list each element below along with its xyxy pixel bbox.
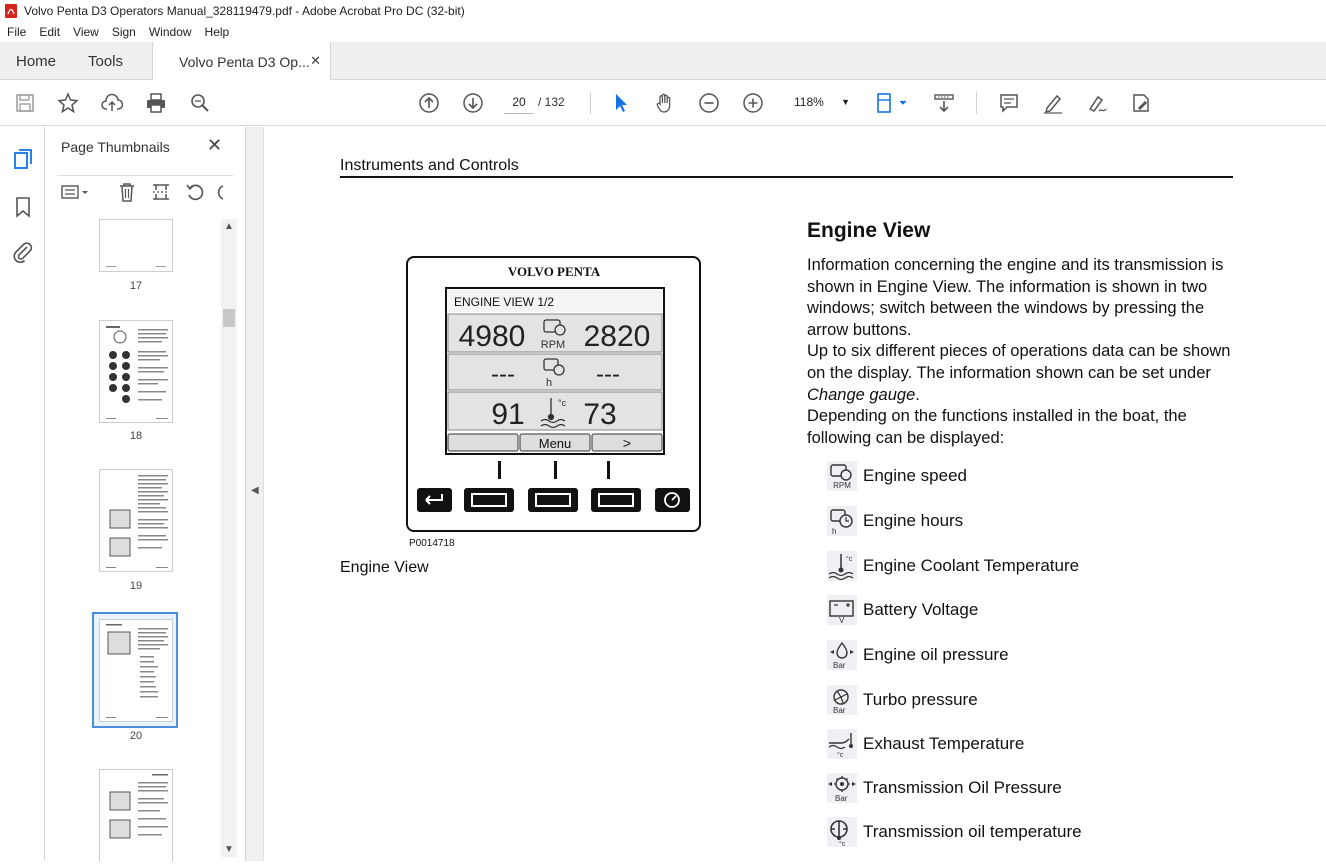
fill-sign-icon[interactable] [1129,91,1153,115]
list-item [827,727,1024,761]
page-header: Instruments and Controls [340,157,519,174]
rpm-unit: RPM [540,339,566,351]
close-panel-icon[interactable]: ✕ [207,135,223,155]
list-item [827,504,963,538]
paragraph-suffix: . [915,385,920,404]
coolant-temperature-icon [827,551,857,581]
svg-text:Bar: Bar [833,706,846,715]
menu-view[interactable]: View [73,25,99,39]
title-bar [0,0,1326,22]
tab-home[interactable]: Home [16,52,57,70]
display-unit-drawing [408,258,699,530]
page-thumbnail[interactable] [99,469,173,572]
svg-text:Bar: Bar [833,661,846,670]
feature-label: Transmission oil temperature [863,822,1082,841]
document-view [264,127,1326,861]
find-zoom-icon[interactable] [188,91,212,115]
scroll-mode-icon[interactable] [932,91,956,115]
chevron-left-icon: ◀ [251,485,259,496]
list-item [827,771,1062,805]
svg-text:RPM: RPM [833,481,851,490]
scroll-down-icon[interactable]: ▼ [224,844,234,855]
page-thumbnails-panel [45,127,246,861]
feature-label: Engine speed [863,466,967,485]
highlight-pen-icon[interactable] [1041,91,1065,115]
delete-page-icon[interactable] [117,182,137,202]
feature-label: Engine oil pressure [863,645,1009,664]
battery-voltage-icon [827,595,857,625]
feature-label: Exhaust Temperature [863,734,1025,753]
svg-text:°c: °c [839,841,846,847]
hours-left-value: --- [491,361,515,388]
softkey-menu-label: Menu [538,436,572,451]
chevron-down-icon: ▼ [841,97,850,107]
list-item [827,815,1082,849]
transmission-oil-pressure-icon [827,773,857,803]
thumbnail-preview [100,770,174,862]
menu-sign[interactable]: Sign [111,25,136,39]
page-thumbnail[interactable] [99,769,173,861]
feature-label: Battery Voltage [863,600,979,619]
list-item [827,459,967,493]
tab-document-label: Volvo Penta D3 Op... [179,53,310,70]
rpm-right-value: 2820 [583,320,651,353]
exhaust-temperature-icon [827,729,857,759]
temp-right-value: 73 [583,398,617,431]
page-thumbnail-number: 18 [129,430,143,442]
thumbnail-scrollbar[interactable] [221,219,237,857]
engine-hours-icon [827,506,857,536]
next-page-icon[interactable] [461,91,485,115]
page-thumbnail[interactable] [99,219,173,272]
page-thumbnails-icon[interactable] [11,147,35,171]
collapse-panel-handle[interactable] [246,127,264,861]
feature-label: Transmission Oil Pressure [863,778,1062,797]
softkey-button-3-drawing [591,488,641,512]
thumbnail-preview [100,620,174,723]
thumbnail-options-icon[interactable] [61,182,91,202]
zoom-in-icon[interactable] [741,91,765,115]
save-icon[interactable] [13,91,37,115]
svg-text:V: V [839,616,845,625]
softkey-button-1-drawing [464,488,514,512]
italic-term: Change gauge [807,385,916,404]
back-button-drawing [417,488,452,512]
engine-speed-icon [827,461,857,491]
page-total: / 132 [538,95,565,109]
rpm-left-value: 4980 [458,320,526,353]
toolbar-divider [976,92,977,114]
screen-title: ENGINE VIEW 1/2 [454,295,555,309]
tab-bar [0,42,1326,80]
toolbar [0,80,1326,126]
panel-title: Page Thumbnails [61,139,170,155]
oil-pressure-icon [827,640,857,670]
menu-file[interactable]: File [7,25,27,39]
scrollbar-thumb[interactable] [223,309,235,327]
svg-text:h: h [832,527,837,536]
section-title: Engine View [807,219,931,242]
feature-label: Turbo pressure [863,690,978,709]
zoom-out-icon[interactable] [697,91,721,115]
temp-unit: °c [558,398,567,408]
bookmark-star-icon[interactable] [56,91,80,115]
figure-code: P0014718 [409,538,455,549]
thumbnail-toolbar [57,175,233,203]
svg-text:°c: °c [837,752,844,759]
paragraph: Depending on the functions installed in the boat, the following can be displayed: [807,407,1187,447]
bookmarks-icon[interactable] [11,195,35,219]
paragraph-text: Up to six different pieces of operations data can be shown on the display. The information shown can be set under [807,342,1231,382]
paragraph [807,341,1237,406]
page-thumbnail-number: 17 [129,280,143,292]
transmission-oil-temperature-icon [827,817,857,847]
upload-cloud-icon[interactable] [100,91,124,115]
fit-page-icon[interactable] [874,91,910,115]
menu-window[interactable]: Window [148,25,192,39]
svg-text:°c: °c [846,556,853,563]
sign-pen-icon[interactable] [1085,91,1109,115]
window-title: Volvo Penta D3 Operators Manual_328119479.pdf - Adobe Acrobat Pro DC (32-bit) [24,4,465,18]
attachments-icon[interactable] [11,240,35,264]
comment-icon[interactable] [997,91,1021,115]
page-thumbnail-number: 19 [129,580,143,592]
feature-label: Engine hours [863,511,964,530]
figure-caption: Engine View [340,559,429,576]
page-thumbnail-selected[interactable] [99,619,173,722]
list-item [827,593,978,627]
page-thumbnail-number: 20 [129,730,143,742]
list-item [827,683,978,717]
section-body [807,255,1237,449]
scroll-up-icon[interactable]: ▲ [224,221,234,232]
gauge-button-drawing [655,488,690,512]
display-unit-figure [406,256,701,532]
previous-page-icon[interactable] [417,91,441,115]
header-rule [340,176,1233,178]
tab-document[interactable] [152,42,331,81]
acrobat-pdf-icon [4,4,18,18]
list-item [827,549,1079,583]
rotate-counterclockwise-icon[interactable] [185,182,205,202]
softkey-next-label: > [622,435,632,451]
page-thumbnail[interactable] [99,320,173,423]
select-cursor-icon[interactable] [609,91,633,115]
menu-bar [0,22,1326,42]
toolbar-divider [590,92,591,114]
paragraph: Information concerning the engine and its transmission is shown in Engine View. The information is shown in two windows; switch between the windows by pressing the arrow buttons. [807,256,1224,339]
close-tab-icon[interactable]: ✕ [310,53,321,68]
tab-tools[interactable]: Tools [88,52,124,70]
hours-right-value: --- [596,361,620,388]
print-icon[interactable] [144,91,168,115]
list-item [827,638,1009,672]
thumbnail-preview [100,470,174,573]
zoom-level-select[interactable] [786,90,856,114]
svg-text:Bar: Bar [835,794,848,803]
brand-logo: VOLVO PENTA [507,264,601,279]
zoom-level-value: 118% [794,95,824,109]
hours-unit: h [546,377,553,389]
temp-left-value: 91 [491,398,525,431]
hand-tool-icon[interactable] [653,91,677,115]
navigation-pane [0,127,45,861]
turbo-pressure-icon [827,685,857,715]
page-number-input[interactable]: 20 [504,90,534,114]
feature-label: Engine Coolant Temperature [863,556,1080,575]
menu-help[interactable]: Help [204,25,230,39]
menu-edit[interactable]: Edit [39,25,61,39]
softkey-button-2-drawing [528,488,578,512]
thumbnail-preview [100,321,174,424]
extract-pages-icon[interactable] [151,182,171,202]
rotate-clockwise-icon[interactable] [213,182,227,202]
